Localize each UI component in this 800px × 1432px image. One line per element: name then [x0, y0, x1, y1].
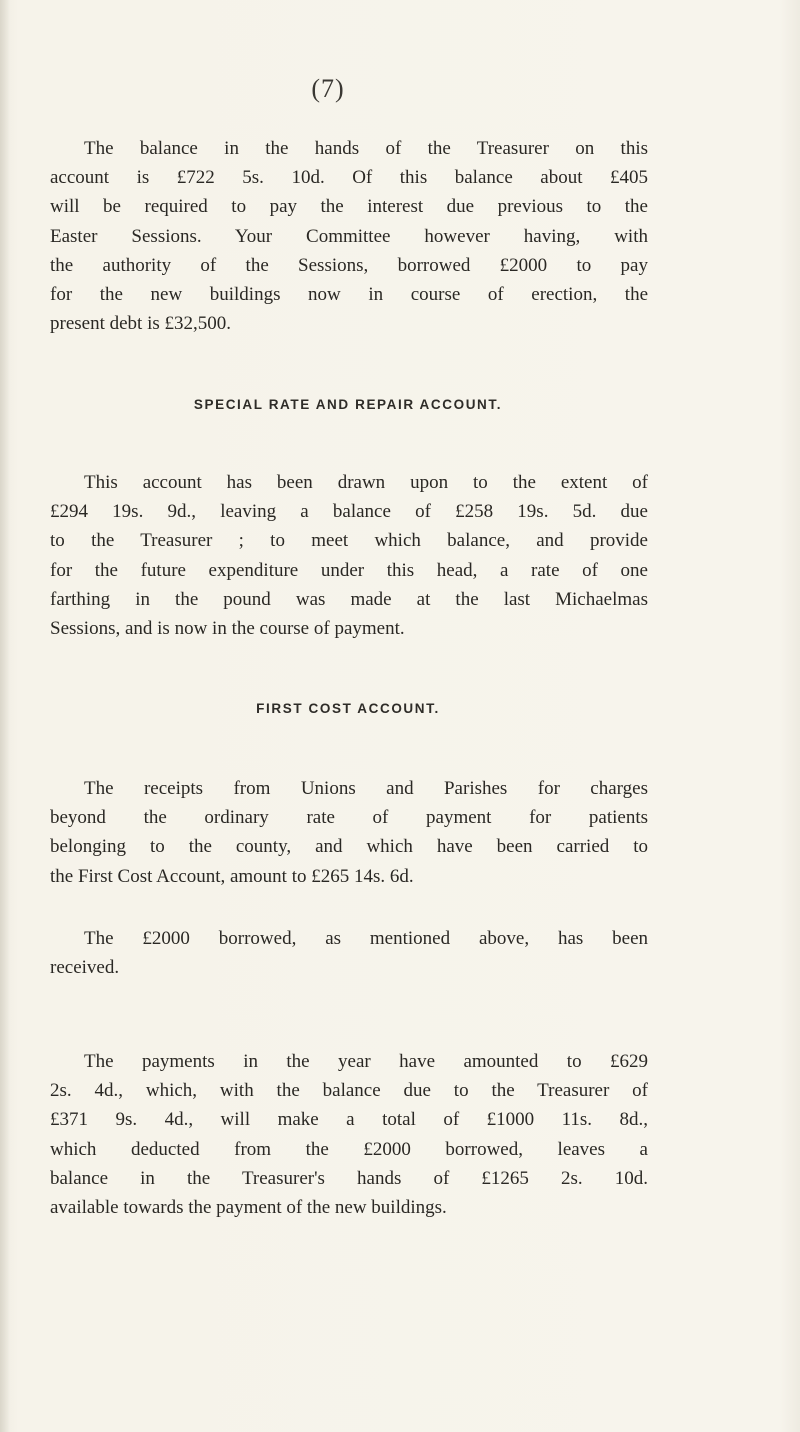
text-line: The payments in the year have amounted to £629: [84, 1051, 648, 1072]
text-line: present debt is £32,500.: [50, 313, 232, 335]
text-line: available towards the payment of the new buildings.: [50, 1196, 447, 1218]
text-line: for the future expenditure under this head, a rate of one: [50, 559, 648, 581]
text-line: to the Treasurer ; to meet which balance, and provide: [50, 530, 648, 552]
paragraph-borrowed: [50, 924, 648, 982]
text-line: the First Cost Account, amount to £265 14s. 6d.: [50, 865, 414, 887]
text-line: This account has been drawn upon to the extent of: [84, 472, 648, 493]
paragraph-special-rate: [50, 468, 648, 643]
text-line: the authority of the Sessions, borrowed £2000 to pay: [50, 254, 648, 276]
page-edge-shadow: [0, 0, 10, 1432]
section-heading-special-rate: SPECIAL RATE AND REPAIR ACCOUNT.: [193, 397, 503, 412]
text-line: beyond the ordinary rate of payment for patients: [50, 807, 648, 829]
page-number: (7): [311, 74, 345, 103]
paragraph-receipts: [50, 774, 648, 891]
text-line: Easter Sessions. Your Committee however having, with: [50, 225, 648, 247]
text-line: received.: [50, 957, 120, 979]
text-line: The £2000 borrowed, as mentioned above, has been: [84, 928, 648, 949]
text-line: farthing in the pound was made at the last Michaelmas: [50, 588, 648, 610]
section-heading-first-cost: FIRST COST ACCOUNT.: [256, 701, 440, 716]
text-line: The balance in the hands of the Treasurer on this: [84, 138, 648, 159]
paragraph-treasurer-balance: [50, 134, 648, 338]
text-line: account is £722 5s. 10d. Of this balance about £405: [50, 167, 648, 189]
text-line: belonging to the county, and which have been carried to: [50, 836, 648, 858]
text-line: Sessions, and is now in the course of payment.: [50, 617, 405, 639]
text-line: The receipts from Unions and Parishes for charges: [84, 778, 648, 799]
text-line: for the new buildings now in course of erection, the: [50, 283, 648, 305]
text-line: £294 19s. 9d., leaving a balance of £258 19s. 5d. due: [50, 501, 648, 523]
text-line: balance in the Treasurer's hands of £1265 2s. 10d.: [50, 1167, 648, 1189]
text-line: £371 9s. 4d., will make a total of £1000 11s. 8d.,: [50, 1109, 648, 1131]
text-line: which deducted from the £2000 borrowed, leaves a: [50, 1138, 648, 1160]
paragraph-payments: [50, 1047, 648, 1222]
text-line: will be required to pay the interest due previous to the: [50, 196, 648, 218]
text-line: 2s. 4d., which, with the balance due to the Treasurer of: [50, 1080, 648, 1102]
